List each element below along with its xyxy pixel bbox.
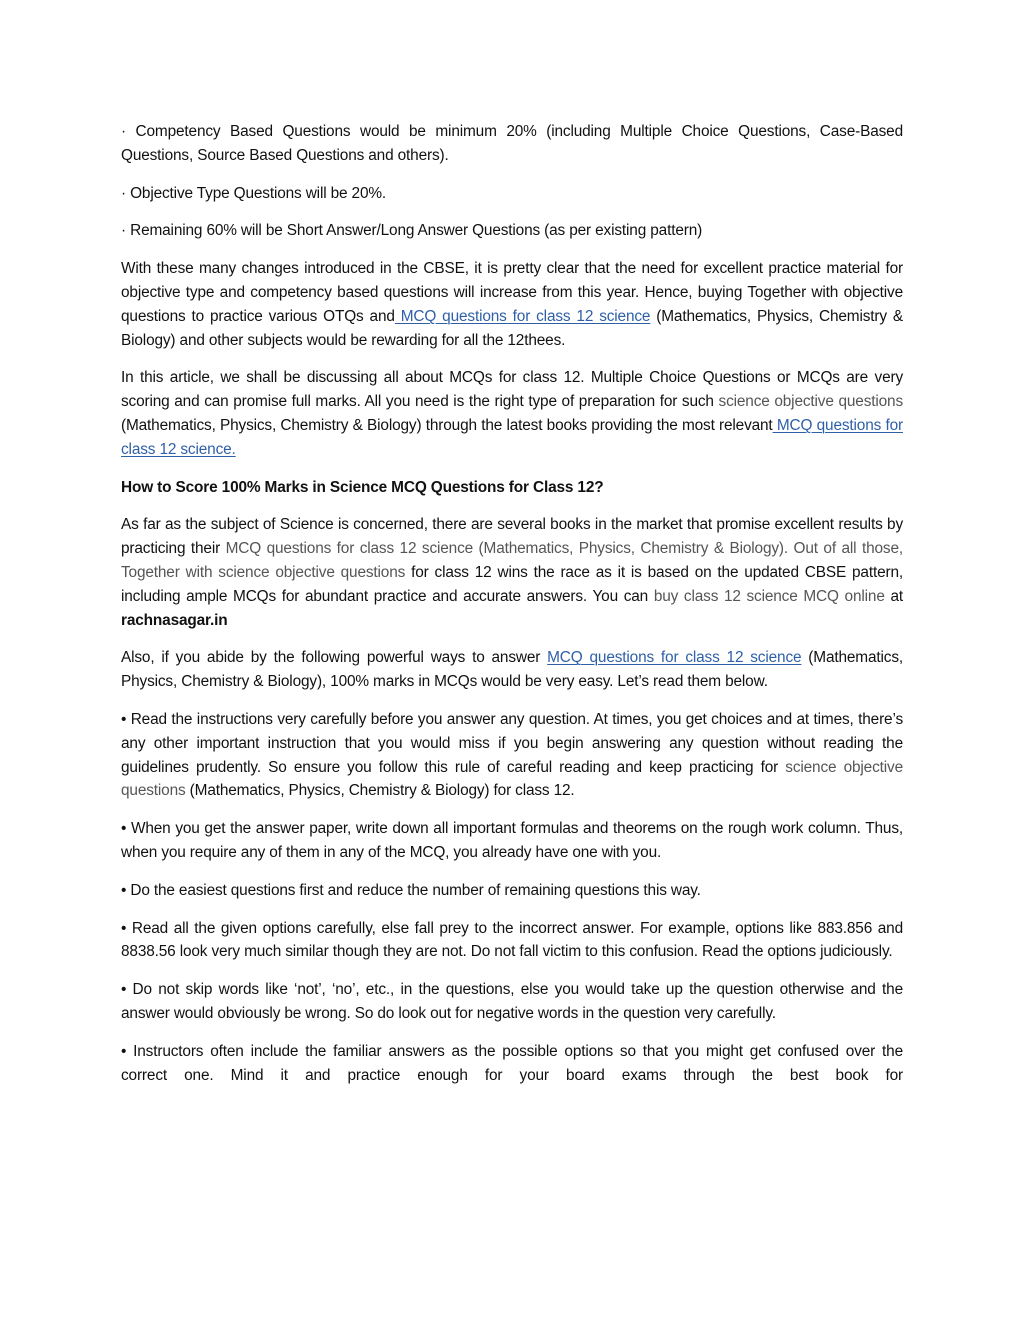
paragraph-books [121,513,903,632]
science-objective-questions-text: science objective questions [718,393,903,411]
tip-read-instructions [121,708,903,803]
paragraph-also [121,646,903,694]
paragraph-text: • Read the instructions very carefully before you answer any question. At times, you get choices and at times, there’s any other important instruction that you would miss if you begin answering any question without reading the guidelines prudently. So ensure you follow this rule of careful reading and keep practicing for [121,710,903,776]
paragraph-text: Also, if you abide by the following powerful ways to answer [121,649,548,667]
tip-familiar-answers: • Instructors often include the familiar answers as the possible options so that you might get confused over the correct one. Mind it and practice enough for your board exams through the best book for [121,1042,903,1084]
paragraph-text: With these many changes introduced in the CBSE, it is pretty clear that the need for excellent practice material for objective type and competency based questions will increase from this year. Hence, buying Together with objective questions to practice various OTQs and [121,260,903,325]
paragraph-text: (Mathematics, Physics, Chemistry & Biology) for class 12. [185,782,575,800]
paragraph-article [121,366,903,461]
tip-negative-words: • Do not skip words like ‘not’, ‘no’, etc., in the questions, else you would take up the question otherwise and the answer would obviously be wrong. So do look out for negative words in the question very carefully. [121,981,903,1022]
mcq-books-text: MCQ questions for class 12 science (Mathematics, Physics, Chemistry & Biology). Out of all those, Together with science objective questions [121,540,903,581]
science-objective-questions-text: science objective questions [121,758,903,800]
mcq-class12-science-link[interactable]: MCQ questions for class 12 science [394,307,651,325]
paragraph-text: for class 12 wins the race as it is based on the updated CBSE pattern, including ample MCQs for abundant practice and accurate answers. You can [121,563,903,605]
paragraph-text: at [884,587,903,605]
paragraph-text: In this article, we shall be discussing all about MCQs for class 12. Multiple Choice Questions or MCQs are very scoring and can promise full marks. All you need is the right type of preparation for such [121,369,903,411]
mcq-class12-science-link[interactable]: MCQ questions for class 12 science [547,649,802,667]
paragraph-text: (Mathematics, Physics, Chemistry & Biology) through the latest books providing the most relevant [121,416,773,434]
document-page [121,120,903,1101]
tip-write-formulas: • When you get the answer paper, write down all important formulas and theorems on the rough work column. Thus, when you require any of them in any of the MCQ, you already have one with you. [121,820,903,861]
bullet-remaining: · Remaining 60% will be Short Answer/Long Answer Questions (as per existing pattern) [121,222,703,240]
paragraph-changes [121,257,903,352]
site-name: rachnasagar.in [121,611,228,629]
paragraph-text: (Mathematics, Physics, Chemistry & Biology), 100% marks in MCQs would be very easy. Let’s read them below. [121,649,903,691]
paragraph-text: (Mathematics, Physics, Chemistry & Biology) and other subjects would be rewarding for all the 12thees. [121,307,903,349]
section-heading: How to Score 100% Marks in Science MCQ Questions for Class 12? [121,478,604,496]
bullet-competency: · Competency Based Questions would be minimum 20% (including Multiple Choice Questions, Case-Based Questions, Source Based Questions and others). [121,123,903,164]
mcq-class12-science-link[interactable]: MCQ questions for class 12 science. [121,416,903,458]
bullet-objective: · Objective Type Questions will be 20%. [121,184,387,202]
tip-easiest-first: • Do the easiest questions first and reduce the number of remaining questions this way. [121,881,701,899]
buy-online-text: buy class 12 science MCQ online [653,587,885,605]
paragraph-text: As far as the subject of Science is concerned, there are several books in the market that promise excellent results by practicing their [121,516,903,558]
tip-read-options: • Read all the given options carefully, else fall prey to the incorrect answer. For example, options like 883.856 and 8838.56 look very much similar though they are not. Do not fall victim to this confusion. Read the options judiciously. [121,919,903,961]
